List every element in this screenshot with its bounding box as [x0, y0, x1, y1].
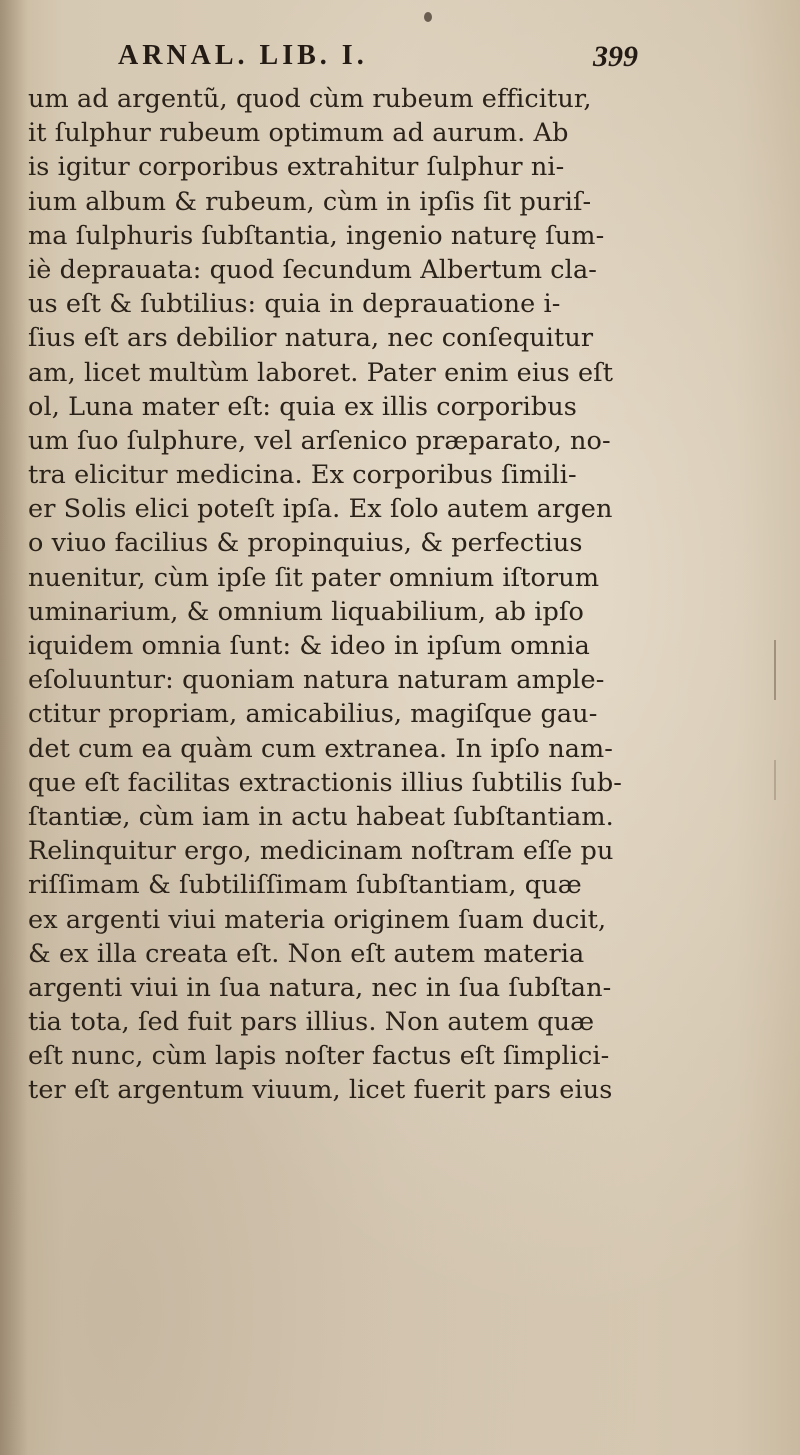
text-line: [4, 424, 654, 458]
page-number: 399: [593, 40, 638, 73]
text-line: [4, 116, 654, 150]
line-text: Relinquitur ergo, medicinam noſtram eſſe pu: [28, 836, 614, 867]
text-line: [4, 390, 654, 424]
text-line: [4, 219, 654, 253]
text-line: [4, 526, 654, 560]
text-line: [4, 287, 654, 321]
line-text: ctitur propriam, amicabilius, magiſque gau-: [28, 699, 598, 730]
body-text: [4, 82, 654, 1108]
text-line: [4, 253, 654, 287]
line-text: eſt nunc, cùm lapis noſter factus eſt ſimplici-: [28, 1041, 610, 1072]
running-head: [118, 40, 638, 80]
line-text: que eſt facilitas extractionis illius ſubtilis ſub-: [28, 767, 623, 798]
page-edge-mark: [774, 760, 776, 800]
text-line: [4, 458, 654, 492]
line-text: det cum ea quàm cum extranea. In ipſo nam-: [28, 733, 614, 764]
line-text: & ex illa creata eſt. Non eſt autem materia: [28, 938, 585, 969]
ink-dot: [424, 12, 432, 22]
text-line: [4, 1039, 654, 1073]
text-line: [4, 663, 654, 697]
line-text: tra elicitur medicina. Ex corporibus ſimili-: [28, 460, 577, 491]
line-text: um ad argentũ, quod cùm rubeum efficitur,: [28, 84, 592, 114]
text-line: [4, 321, 654, 355]
line-text: riſſimam & ſubtiliſſimam ſubſtantiam, quæ: [28, 870, 582, 901]
text-line: [4, 971, 654, 1005]
text-line: [4, 868, 654, 902]
text-line: [4, 937, 654, 971]
text-line: [4, 150, 654, 184]
text-line: [4, 629, 654, 663]
line-text: um ſuo ſulphure, vel arſenico præparato, no-: [28, 425, 611, 456]
line-text: it ſulphur rubeum optimum ad aurum. Ab: [28, 118, 569, 149]
text-line: [4, 697, 654, 731]
text-line: [4, 185, 654, 219]
line-text: argenti viui in ſua natura, nec in ſua ſubſtan-: [28, 972, 612, 1003]
text-line: [4, 356, 654, 390]
running-head-title: ARNAL. LIB. I.: [118, 40, 368, 71]
line-text: iquidem omnia ſunt: & ideo in ipſum omnia: [28, 631, 590, 661]
text-line: [4, 800, 654, 834]
line-text: iè deprauata: quod ſecundum Albertum cla-: [28, 254, 597, 285]
line-text: ol, Luna mater eſt: quia ex illis corporibus: [28, 391, 577, 422]
text-line: [4, 834, 654, 868]
line-text: us eſt & ſubtilius: quia in deprauatione i-: [28, 289, 561, 320]
line-text: nuenitur, cùm ipſe ſit pater omnium iſtorum: [28, 562, 600, 593]
line-text: eſoluuntur: quoniam natura naturam ample-: [28, 665, 605, 696]
text-line: [4, 732, 654, 766]
text-line: [4, 903, 654, 937]
text-line: [4, 82, 654, 116]
text-line: [4, 766, 654, 800]
text-line: [4, 492, 654, 526]
text-line: [4, 1005, 654, 1039]
line-text: uminarium, & omnium liquabilium, ab ipſo: [28, 596, 584, 627]
line-text: ter eſt argentum viuum, licet fuerit pars eius: [28, 1075, 613, 1106]
line-text: ma ſulphuris ſubſtantia, ingenio naturę ſum-: [28, 220, 605, 251]
text-line: [4, 1073, 654, 1107]
line-text: am, licet multùm laboret. Pater enim eius eſt: [28, 357, 614, 388]
page-edge-mark: [774, 640, 776, 700]
line-text: ium album & rubeum, cùm in ipſis ſit puriſ-: [28, 186, 592, 217]
line-text: ex argenti viui materia originem ſuam ducit,: [28, 904, 607, 935]
line-text: o viuo facilius & propinquius, & perfectius: [28, 528, 583, 559]
line-text: ſtantiæ, cùm iam in actu habeat ſubſtantiam.: [28, 801, 614, 832]
text-line: [4, 595, 654, 629]
text-line: [4, 561, 654, 595]
line-text: is igitur corporibus extrahitur ſulphur ni-: [28, 152, 565, 183]
line-text: ſius eſt ars debilior natura, nec conſequitur: [28, 323, 594, 354]
line-text: tia tota, ſed fuit pars illius. Non autem quæ: [28, 1007, 595, 1038]
line-text: er Solis elici poteſt ipſa. Ex ſolo autem argen: [28, 494, 613, 525]
